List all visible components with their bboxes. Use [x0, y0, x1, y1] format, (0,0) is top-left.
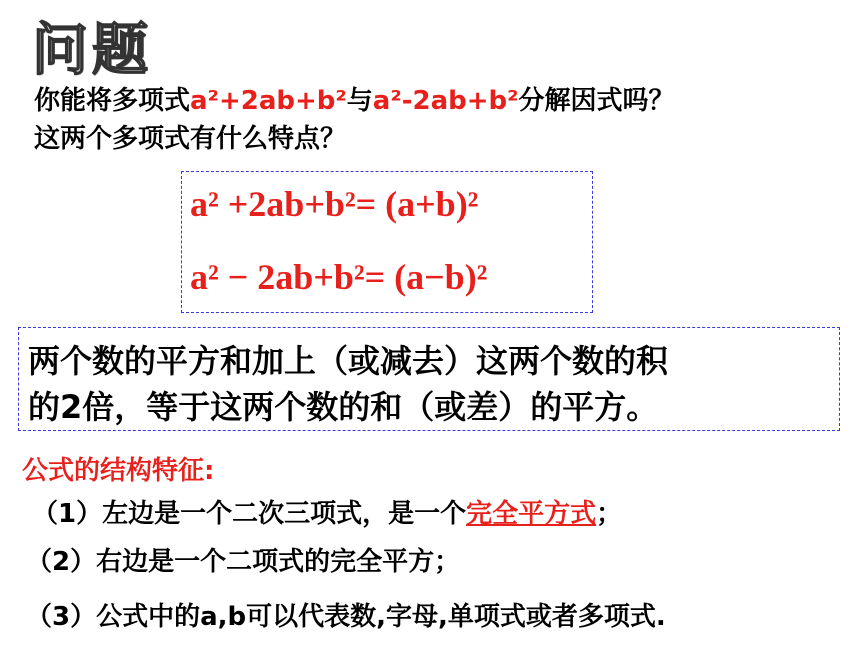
features-heading: 公式的结构特征:	[22, 456, 215, 486]
feature-item-1-text: （1）左边是一个二次三项式，是一个	[32, 499, 467, 529]
feature-item-1-end: ；	[596, 499, 623, 529]
question-connector: 与	[346, 86, 373, 116]
expression-2: a²-2ab+b²	[372, 86, 519, 116]
formula-difference-square: a² − 2ab+b²= (a−b)²	[190, 257, 488, 297]
question-suffix: 分解因式吗？	[518, 86, 675, 116]
feature-item-3: （3）公式中的a,b可以代表数,字母,单项式或者多项式.	[26, 602, 666, 632]
question-line-1	[34, 80, 675, 117]
feature-item-2: （2）右边是一个二项式的完全平方；	[26, 547, 461, 577]
page-title: 问题	[32, 17, 152, 83]
question-prefix: 你能将多项式	[34, 86, 191, 116]
expression-1: a²+2ab+b²	[190, 86, 347, 116]
feature-item-1	[32, 493, 622, 530]
formula-sum-square: a² +2ab+b²= (a+b)²	[190, 184, 479, 224]
definition-line-2: 的2倍，等于这两个数的和（或差）的平方。	[28, 388, 659, 426]
perfect-square-highlight: 完全平方式	[466, 499, 597, 529]
definition-line-1: 两个数的平方和加上（或减去）这两个数的积	[28, 342, 669, 380]
question-line-2: 这两个多项式有什么特点？	[34, 124, 347, 154]
